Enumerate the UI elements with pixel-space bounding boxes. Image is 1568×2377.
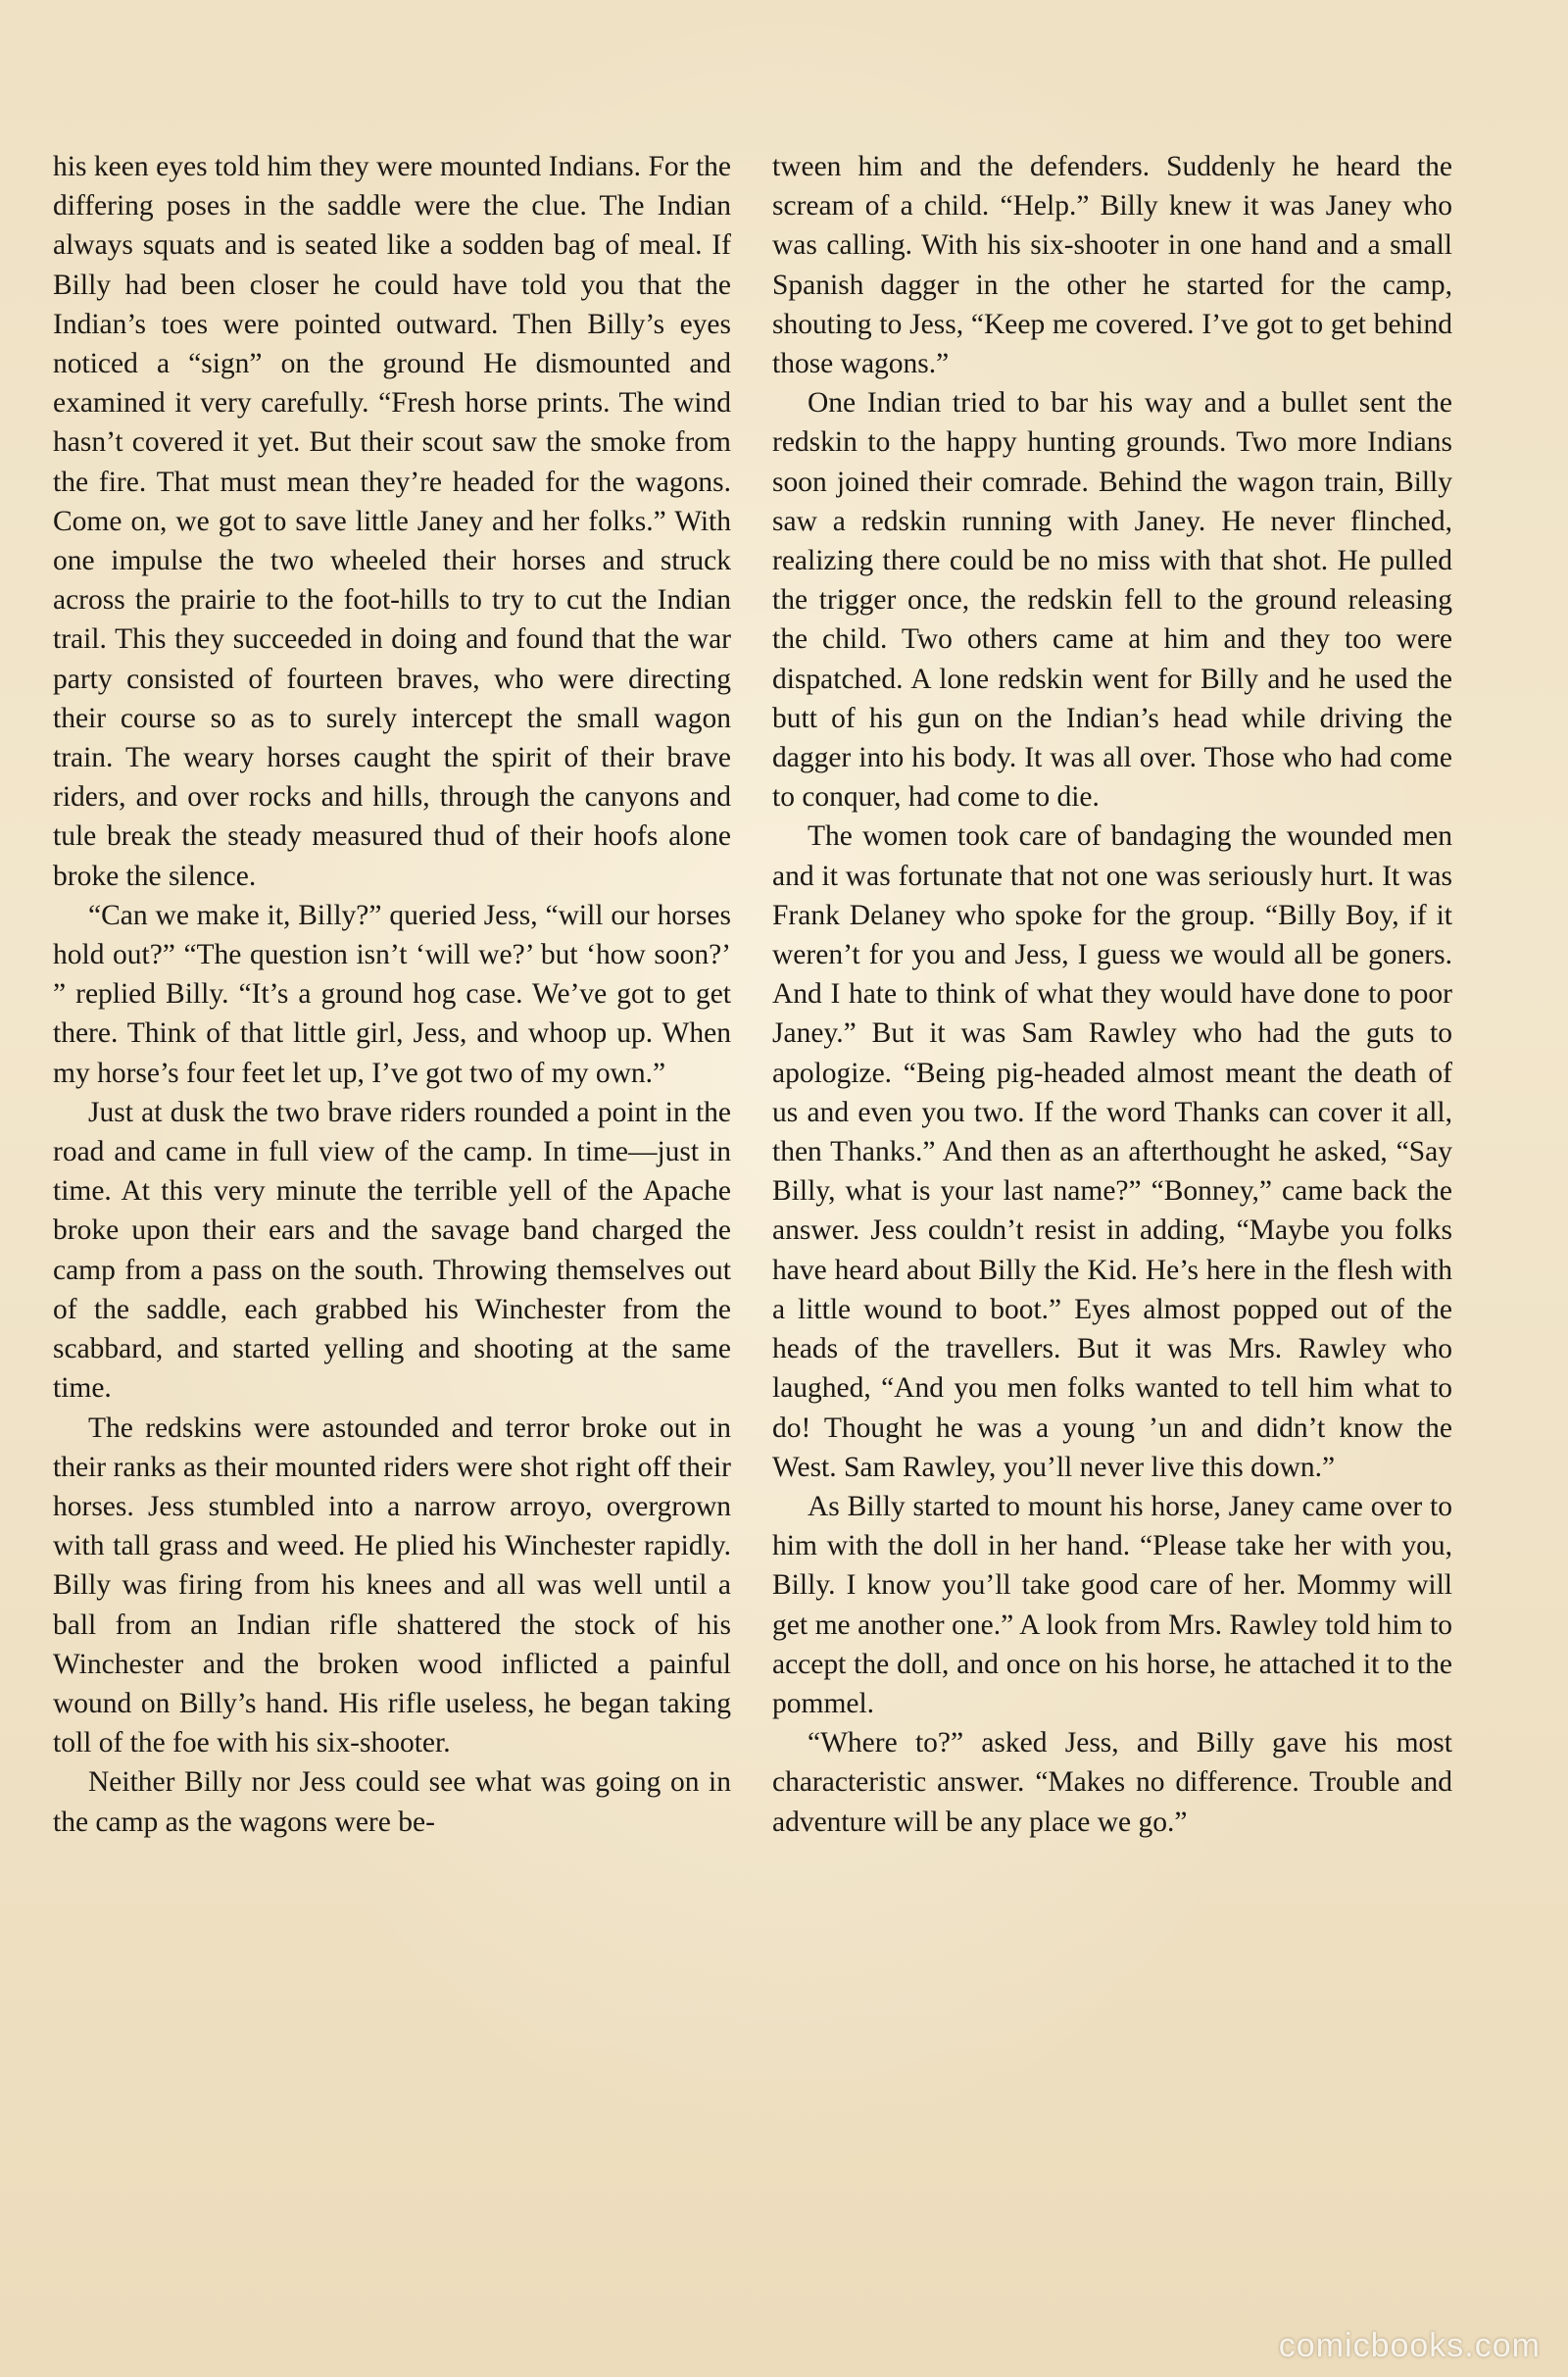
right-text-column	[772, 147, 1452, 1842]
paragraph: tween him and the defenders. Suddenly he heard the scream of a child. “Help.” Billy knew it was Janey who was calling. With his six-shooter in one hand and a small Spanish dagger in the other he started for the camp, shouting to Jess, “Keep me covered. I’ve got to get behind those wagons.”	[772, 151, 1452, 380]
left-text-column	[53, 147, 731, 1842]
paragraph: The redskins were astounded and terror broke out in their ranks as their mounted riders were shot right off their horses. Jess stumbled into a narrow arroyo, overgrown with tall grass and weed. He plied his Winchester rapidly. Billy was firing from his knees and all was well until a ball from an Indian rifle shattered the stock of his Winchester and the broken wood inflicted a painful wound on Billy’s hand. His rifle useless, he began taking toll of the foe with his six-shooter.	[53, 1411, 731, 1759]
paragraph: Just at dusk the two brave riders rounded a point in the road and came in full view of the camp. In time—just in time. At this very minute the terrible yell of the Apache broke upon their ears and the savage band charged the camp from a pass on the south. Throwing themselves out of the saddle, each grabbed his Winchester from the scabbard, and started yelling and shooting at the same time.	[53, 1096, 731, 1405]
paragraph: “Can we make it, Billy?” queried Jess, “will our horses hold out?” “The question isn’t ‘will we?’ but ‘how soon?’ ” replied Billy. “It’s a ground hog case. We’ve got to get there. Think of that little girl, Jess, and whoop up. When my horse’s four feet let up, I’ve got two of my own.”	[53, 899, 731, 1089]
watermark: comicbooks.com	[1278, 2327, 1541, 2364]
paragraph: The women took care of bandaging the wounded men and it was fortunate that not one was seriously hurt. It was Frank Delaney who spoke for the group. “Billy Boy, if it weren’t for you and Jess, I guess we would all be goners. And I hate to think of what they would have done to poor Janey.” But it was Sam Rawley who had the guts to apologize. “Being pig-headed almost meant the death of us and even you two. If the word Thanks can cover it all, then Thanks.” And then as an afterthought he asked, “Say Billy, what is your last name?” “Bonney,” came back the answer. Jess couldn’t resist in adding, “Maybe you folks have heard about Billy the Kid. He’s here in the flesh with a little wound to boot.” Eyes almost popped out of the heads of the travellers. But it was Mrs. Rawley who laughed, “And you men folks wanted to tell him what to do! Thought he was a young ’un and didn’t know the West. Sam Rawley, you’ll never live this down.”	[772, 820, 1452, 1483]
paragraph: his keen eyes told him they were mounted Indians. For the differing poses in the saddle were the clue. The Indian always squats and is seated like a sodden bag of meal. If Billy had been closer he could have told you that the Indian’s toes were pointed outward. Then Billy’s eyes noticed a “sign” on the ground He dismounted and examined it very carefully. “Fresh horse prints. The wind hasn’t covered it yet. But their scout saw the smoke from the fire. That must mean they’re headed for the wagons. Come on, we got to save little Janey and her folks.” With one impulse the two wheeled their horses and struck across the prairie to the foot-hills to try to cut the Indian trail. This they succeeded in doing and found that the war party consisted of fourteen braves, who were directing their course so as to surely intercept the small wagon train. The weary horses caught the spirit of their brave riders, and over rocks and hills, through the canyons and tule break the steady measured thud of their hoofs alone broke the silence.	[53, 151, 731, 892]
paragraph: One Indian tried to bar his way and a bullet sent the redskin to the happy hunting grounds. Two more Indians soon joined their comrade. Behind the wagon train, Billy saw a redskin running with Janey. He never flinched, realizing there could be no miss with that shot. He pulled the trigger once, the redskin fell to the ground releasing the child. Two others came at him and they too were dispatched. A lone redskin went for Billy and he used the butt of his gun on the Indian’s head while driving the dagger into his body. It was all over. Those who had come to conquer, had come to die.	[772, 387, 1452, 814]
paragraph: Neither Billy nor Jess could see what was going on in the camp as the wagons were be-	[53, 1766, 731, 1838]
paragraph: “Where to?” asked Jess, and Billy gave his most characteristic answer. “Makes no difference. Trouble and adventure will be any place we go.”	[772, 1727, 1452, 1838]
paragraph: As Billy started to mount his horse, Janey came over to him with the doll in her hand. “Please take her with you, Billy. I know you’ll take good care of her. Mommy will get me another one.” A look from Mrs. Rawley told him to accept the doll, and once on his horse, he attached it to the pommel.	[772, 1490, 1452, 1719]
